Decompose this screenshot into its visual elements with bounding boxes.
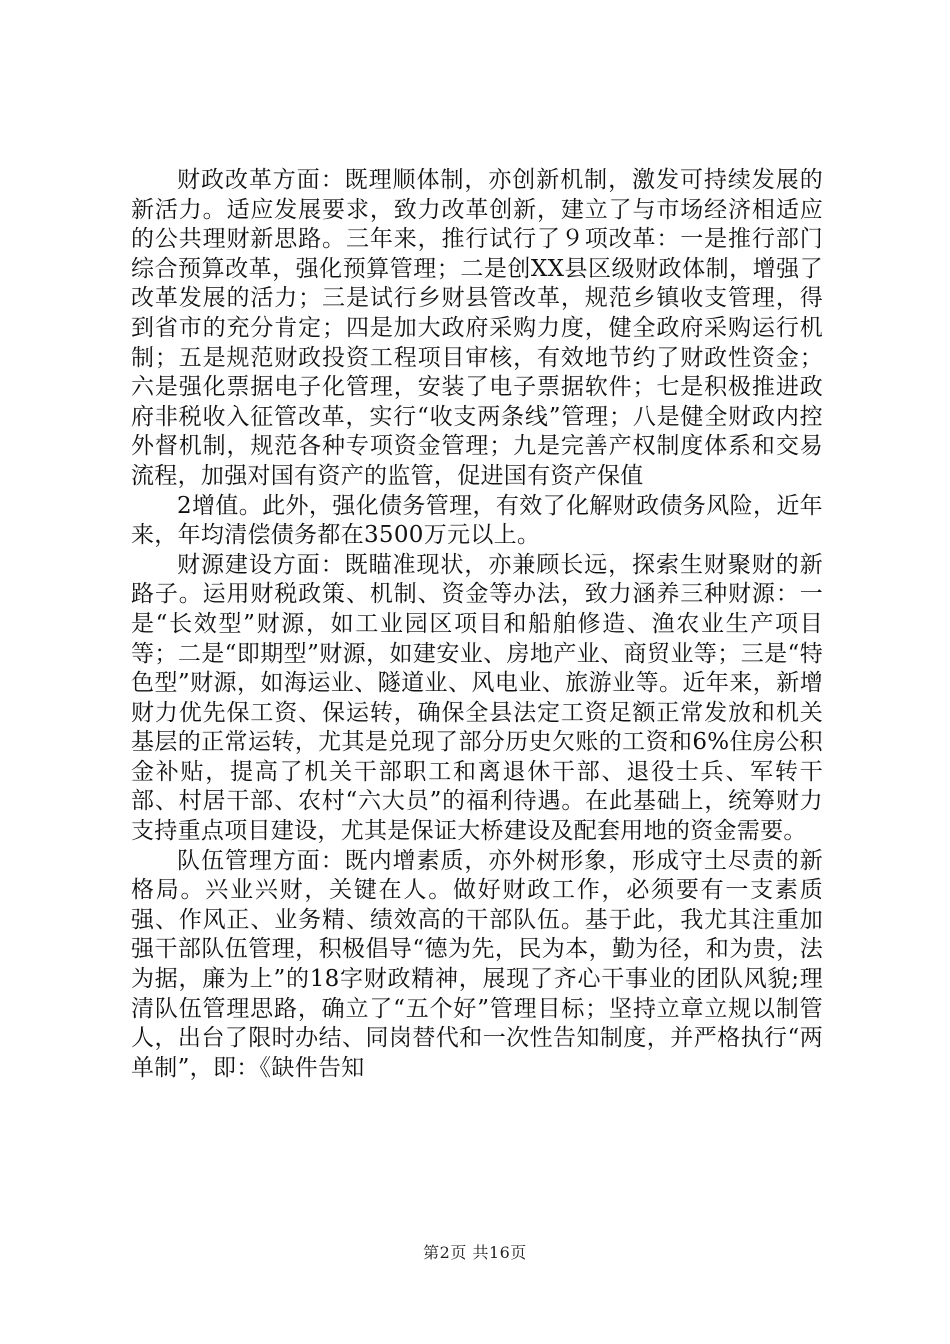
paragraph-team-management: 队伍管理方面：既内增素质，亦外树形象，形成守土尽责的新格局。兴业兴财，关键在人。做好财政工作，必须要有一支素质强、作风正、业务精、绩效高的干部队伍。基于此，我尤其注重加强干部队伍管理，积极倡导“德为先，民为本，勤为径，和为贵，法为据，廉为上”的18字财政精神，展现了齐心干事业的团队风貌;理清队伍管理思路，确立了“五个好”管理目标；坚持立章立规以制管人，出台了限时办结、同岗替代和一次性告知制度，并严格执行“两单制”，即：《缺件告知 [131, 847, 823, 1081]
paragraph-revenue-building: 财源建设方面：既瞄准现状，亦兼顾长远，探索生财聚财的新路子。运用财税政策、机制、资金等办法，致力涵养三种财源：一是“长效型”财源，如工业园区项目和船舶修造、渔农业生产项目等；二是“即期型”财源，如建安业、房地产业、商贸业等；三是“特色型”财源，如海运业、隧道业、风电业、旅游业等。近年来，新增财力优先保工资、保运转，确保全县法定工资足额正常发放和机关基层的正常运转，尤其是兑现了部分历史欠账的工资和6%住房公积金补贴，提高了机关干部职工和离退休干部、退役士兵、军转干部、村居干部、农村“六大员”的福利待遇。在此基础上，统筹财力支持重点项目建设，尤其是保证大桥建设及配套用地的资金需要。 [131, 551, 823, 845]
document-body [131, 166, 823, 1083]
page-number-footer: 第2页 共16页 [423, 1243, 527, 1262]
paragraph-fiscal-reform: 财政改革方面：既理顺体制，亦创新机制，激发可持续发展的新活力。适应发展要求，致力改革创新，建立了与市场经济相适应的公共理财新思路。三年来，推行试行了９项改革：一是推行部门综合预算改革，强化预算管理；二是创XX县区级财政体制，增强了改革发展的活力；三是试行乡财县管改革，规范乡镇收支管理，得到省市的充分肯定；四是加大政府采购力度，健全政府采购运行机制；五是规范财政投资工程项目审核，有效地节约了财政性资金；六是强化票据电子化管理，安装了电子票据软件；七是积极推进政府非税收入征管改革，实行“收支两条线”管理；八是健全财政内控外督机制，规范各种专项资金管理；九是完善产权制度体系和交易流程，加强对国有资产的监管，促进国有资产保值 [131, 167, 823, 489]
paragraph-debt-management: 2增值。此外，强化债务管理，有效了化解财政债务风险，近年来，年均清偿债务都在3500万元以上。 [131, 492, 823, 549]
